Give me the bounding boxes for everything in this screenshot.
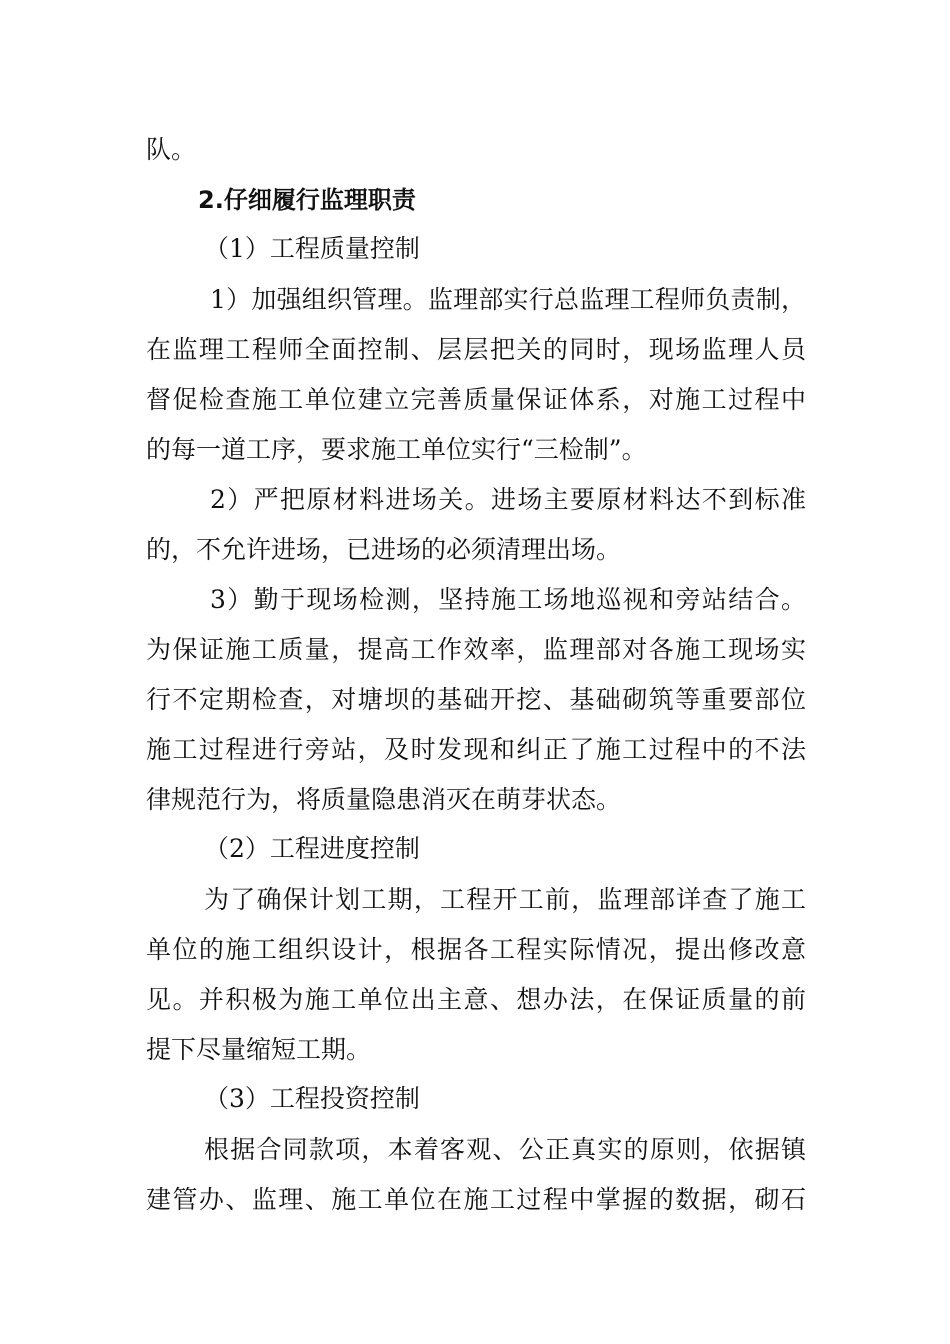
subsection-heading: （1）工程质量控制: [204, 234, 420, 263]
paragraph-line: 2）严把原材料进场关。进场主要原材料达不到标准: [210, 485, 806, 514]
paragraph-line: 为了确保计划工期，工程开工前，监理部详查了施工: [204, 885, 806, 914]
paragraph-line: 根据合同款项，本着客观、公正真实的原则，依据镇: [204, 1135, 806, 1164]
paragraph-line: 1）加强组织管理。监理部实行总监理工程师负责制，: [210, 285, 806, 314]
section-heading: 2.仔细履行监理职责: [198, 186, 416, 214]
subsection-heading: （3）工程投资控制: [204, 1084, 420, 1113]
paragraph-line: 的，不允许进场，已进场的必须清理出场。: [146, 535, 622, 564]
paragraph-line: 单位的施工组织设计，根据各工程实际情况，提出修改意: [146, 935, 806, 964]
paragraph-line: 3）勤于现场检测，坚持施工场地巡视和旁站结合。: [210, 585, 806, 614]
paragraph-line: 在监理工程师全面控制、层层把关的同时，现场监理人员: [146, 335, 806, 364]
paragraph-line: 见。并积极为施工单位出主意、想办法，在保证质量的前: [146, 985, 806, 1014]
paragraph-line: 建管办、监理、施工单位在施工过程中掌握的数据，砌石: [146, 1185, 806, 1214]
paragraph-line: 律规范行为，将质量隐患消灭在萌芽状态。: [146, 785, 622, 814]
paragraph-line: 督促检查施工单位建立完善质量保证体系，对施工过程中: [146, 385, 806, 414]
paragraph-line: 行不定期检查，对塘坝的基础开挖、基础砌筑等重要部位: [146, 685, 806, 714]
subsection-heading: （2）工程进度控制: [204, 834, 420, 863]
paragraph-line: 施工过程进行旁站，及时发现和纠正了施工过程中的不法: [146, 735, 806, 764]
paragraph-line: 的每一道工序，要求施工单位实行“三检制”。: [146, 435, 647, 464]
paragraph-line: 为保证施工质量，提高工作效率，监理部对各施工现场实: [146, 635, 806, 664]
paragraph-line: 提下尽量缩短工期。: [146, 1035, 372, 1064]
text-line: 队。: [146, 135, 197, 164]
